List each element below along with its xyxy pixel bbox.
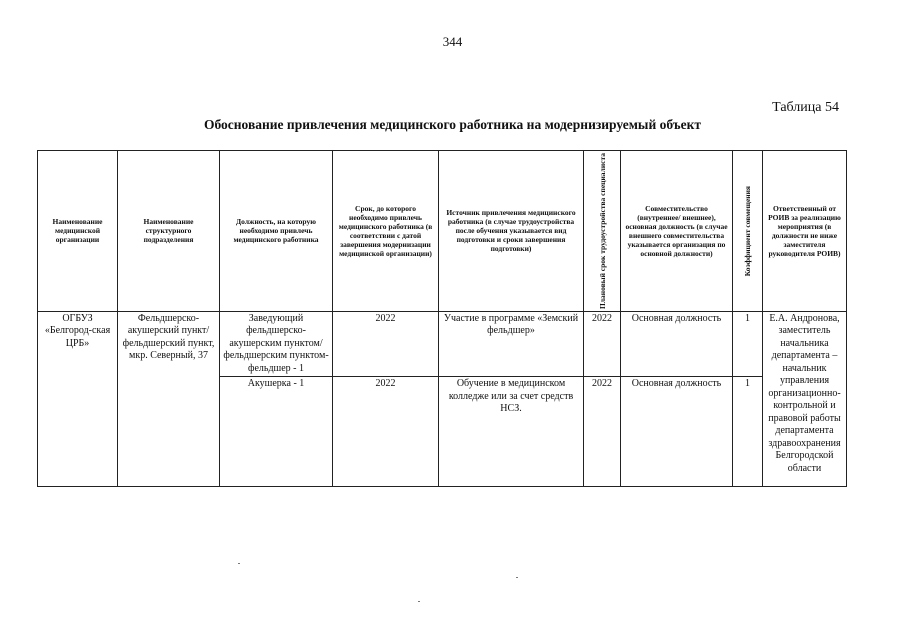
cell-coefficient: 1 [733,377,763,487]
document-title: Обоснование привлечения медицинского работника на модернизируемый объект [203,117,702,132]
table-caption: Таблица 54 [772,100,839,115]
cell-responsible: Е.А. Андронова, заместитель начальника департамента – начальник управления организационно-контрольной и правовой работы департамента здравоохранения Белгородской области [763,311,847,487]
cell-planned: 2022 [584,377,621,487]
header-responsible: Ответственный от РОИВ за реализацию мероприятия (в должности не ниже заместителя руководителя РОИВ) [763,151,847,312]
cell-position: Акушерка - 1 [220,377,333,487]
staffing-table [37,150,847,487]
cell-source: Обучение в медицинском колледже или за счет средств НСЗ. [439,377,584,487]
header-planned-date-text: Плановый срок трудоустройства специалиста [597,153,607,309]
page-number: 344 [442,34,463,49]
table-header-row [38,151,847,312]
header-org: Наименование медицинской организации [38,151,118,312]
header-position: Должность, на которую необходимо привлечь медицинского работника [220,151,333,312]
cell-source: Участие в программе «Земский фельдшер» [439,311,584,377]
header-planned-date [584,151,621,312]
cell-coefficient: 1 [733,311,763,377]
cell-unit: Фельдшерско-акушерский пункт/ фельдшерский пункт, мкр. Северный, 37 [118,311,220,487]
scan-speck [516,577,518,578]
header-coefficient [733,151,763,312]
cell-deadline: 2022 [333,377,439,487]
scan-speck [418,601,420,602]
cell-org: ОГБУЗ «Белгород-ская ЦРБ» [38,311,118,487]
header-coefficient-text: Коэффициент совмещения [743,185,752,277]
cell-combination: Основная должность [621,311,733,377]
cell-position: Заведующий фельдшерско-акушерским пунктом/фельдшерским пунктом- фельдшер - 1 [220,311,333,377]
header-deadline: Срок, до которого необходимо привлечь медицинского работника (в соответствии с датой завершения модернизации медицинской организации) [333,151,439,312]
header-source: Источник привлечения медицинского работника (в случае трудоустройства после обучения указывается вид подготовки и сроки завершения подготовки) [439,151,584,312]
cell-combination: Основная должность [621,377,733,487]
cell-deadline: 2022 [333,311,439,377]
scan-speck [238,563,240,564]
header-combination: Совместительство (внутреннее/ внешнее), основная должность (в случае внешнего совместительства указывается организация по основной должности) [621,151,733,312]
cell-planned: 2022 [584,311,621,377]
header-unit: Наименование структурного подразделения [118,151,220,312]
table-row [38,311,847,377]
